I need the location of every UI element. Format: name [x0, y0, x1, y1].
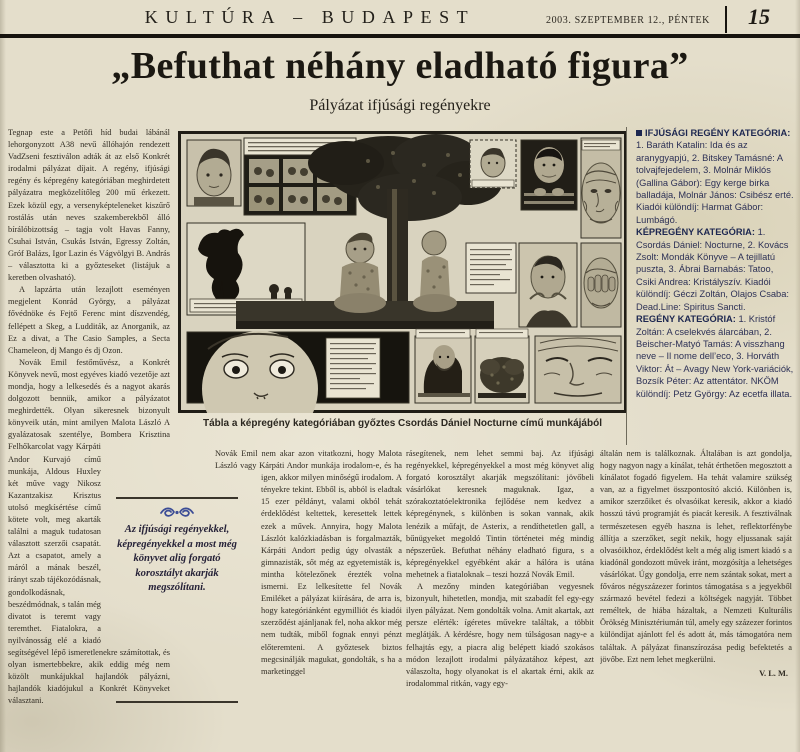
- paragraph-text: Tegnap este a Petőfi híd budai lábánál lehorgonyzott A38 nevű állóhajón rendezett VadZseni fesztiválon adták át az első Konkrét irodalmi pályázat díjait. A regény, ifjúsági regény és képregény kategóriában meghirdetett pályázatra megközelítőleg 200 mű érkezett. Ezek közül egy, a versenyképteleneket kiszűrő rostálás után neves szakemberekből álló bírálóbizottság – tagja volt Havas Fanny, Csuhai István, Csukás István, Egressy Zoltán, Gróf Balázs, Igor Lazin és Vágvölgyi B. András – választotta ki a győzteseket (listájuk a keretben olvasható).: [8, 128, 170, 283]
- paragraph: [406, 581, 594, 690]
- paragraph-text: A lapzárta után lezajlott eseményen megjelent Konrád György, a pályázat fővédnöke és Fejtő Ferenc mint díszvendég, fellépett a Skeg, a Ludditák, az Anorganik, az Ez a divat, a The Casio Samples, a Secta Chameleon, dj Mango és dj Ozon.: [8, 285, 170, 355]
- pullquote-text: Az ifjúsági regényekkel, képregényekkel a most még könyvet alig forgató korosztályt akarják megszólítani.: [117, 524, 237, 594]
- speech-box: [466, 243, 516, 293]
- paragraph-text: Novák Emil festőművész, a Konkrét Könyvek nevű, most egyéves kiadó vezetője azt mondja, hogy a lelkesedés és a nagyot akarás dolgozott bennük, amikor a pályázatot meghirdették. Olyan sikeresnek bizonyult könyveik után, mint amilyen Malota László A gyalázatosak szentélye, Bombera Krisztina Felhőkarcolat: [8, 357, 170, 452]
- sidebar-section-body: 1. Baráth Katalin: Ida és az aranygyapjú, 2. Bitskey Tamásné: A tolvajfejedelem, 3. Molnár Miklós (Gallina Gábor): Egy kerge birka balladája, Molnár János: Csibész erté. Kiadói különdíj: Harmat Gábor: Lumbágó.: [636, 140, 794, 225]
- byline: V. L. M.: [759, 668, 788, 678]
- panel-oldface-large: [581, 138, 621, 238]
- paragraph-text: A tényekre tekint. Ebből is, abból is eladtak 15 ezer példányt, valami okból tehát érdeklődést keltettek, keresettek lettek ezek a művek. Annyira, hogy Malota Lászlót kalózkiadásban is forgalmazták, Kárpáti Andort pedig úgy olvasták a gimnazisták, sőt még az egyetemisták is, mintha kötelezőnek érezték volna ismerni. Ez lelkesítette fel Novák Emiléket a pályázat kiírására, de arra is, hogy kategóriánként egymilliót és kiadói szerződést ajánljanak fel, noha akkor még nem tudták, miből fognak ennyi pénzt előteremteni. A győztesek biztos megcsinálják magukat, gondolták, s ha a marketinggel: [261, 473, 402, 676]
- paragraph: [8, 284, 170, 357]
- figure-caption: Tábla a képregény kategóriában győztes Csordás Dániel Nocturne című munkájából: [202, 418, 602, 429]
- sidebar-section-comic: [636, 226, 794, 313]
- grass-shadow: [236, 321, 494, 329]
- page-number: 15: [748, 4, 770, 29]
- winners-sidebar: [626, 127, 794, 445]
- panel-oldman-rail: [521, 140, 577, 210]
- scroll-flourish-icon: [157, 506, 197, 519]
- square-bullet-icon: [636, 130, 642, 136]
- comic-artwork: [178, 131, 627, 413]
- paragraph-text: Novák Emil nem akar azon vitatkozni, hogy Malota László vagy Kárpáti Andor munkája irodalom-e, és ha igen, akkor milyen minőségű irodalom.: [215, 449, 402, 483]
- article-column-4: [600, 448, 792, 750]
- paragraph: [600, 448, 792, 666]
- paragraph-text: általán nem is találkoznak. Általában is azt gondolja, hogy nagyon nagy a kínálat, tehát érthetően megosztott a kínálatot fogadó figyelem. Ha tehát valamire szükség van, az a figyelmet összpontosító akció. Különben is, amikor szerzőiket és olvasóikat keresik, akkor a kiadó hosszú távú programját és piacát keresik. A fesztiválnak természetesen egyéb haszna is lehet, reflektorfénybe állítja a szerzőket, segít nekik, hogy eljussanak saját olvasóikhoz, érdeklődést kelt a még alig ismert kiadó s a kiadónál gondozott művek iránt, mozgósítja a lehetséges vásárlókat. Úgy gondolja, erre nem szántak sokat, mert a főváros négyszázezer forintos támogatása s a jegyekből származó bevétel fedezi a költségek nagyját. Többet reméltek, de hiába házaltak, a Nemzeti Kulturális Örökség Minisztériumán túl, amely egy százezer forintos különdíjat ajánlott fel és adott át, más támogatóra nem találtak. A pályázat finanszírozása pedig befektetés a jövőbe. Ezt nem lehet megkerülni.: [600, 449, 792, 664]
- sidebar-section-title: IFJÚSÁGI REGÉNY KATEGÓRIA:: [645, 128, 791, 138]
- article-column-3: [406, 448, 594, 750]
- paragraph-text: rásegítenek, nem lehet semmi baj. Az ifjúsági regényekkel, képregényekkel a most még könyvet alig forgató korosztályt akarják megszólítani: jövőbeli vásárlókat keresnek maguknak. Igaz, a szórakoztatóelektronika fejlődése nem kedvez a képregénynek, s különben is sokan vannak, akik lenézik a műfajt, de Asterix, a rendíthetetlen gall, a bűnügyeket megoldó Tintin történetei még mindig népszerűek. Befuthat néhány eladható figura, s a képregényekkel egyébként akár a hálóra is utána mehetnek a fiataloknak – teszi hozzá Novák Emil.: [406, 449, 594, 579]
- paragraph: [8, 127, 170, 284]
- sidebar-section-title: KÉPREGÉNY KATEGÓRIA:: [636, 227, 755, 238]
- panel-face-hands: [581, 243, 621, 327]
- panel-baby-face: [187, 331, 409, 413]
- paragraph: [215, 448, 402, 678]
- panel-wrinkled-face: [535, 336, 621, 403]
- sidebar-section-body: 1. Kristóf Zoltán: A cselekvés álarcában, 2. Beischer-Matyó Tamás: A visszhang neve – Il nome dell’eco, 3. Horváth Viktor: Át – Avagy New York-variációk, Bozsík Péter: Az attentátor. NKÖM különdíj: Petz György: Az ecetfa illata.: [636, 314, 794, 399]
- sidebar-section-body: 1. Csordás Dániel: Nocturne, 2. Kovács Zsolt: Mondák Könyve – A tejillatú puszta, 3. Ábrai Barnabás: Tatoo, Csiki Andrea: Kristályszív. Kiadói különdíj: Géczi Zoltán, Olajos Csaba: Dead.Line: Spiritus Sancti.: [636, 227, 789, 312]
- article-subheadline: Pályázat ifjúsági regényekre: [309, 97, 491, 114]
- sidebar-section-youth-novel: [636, 127, 794, 226]
- panel-hunched-figure: [415, 329, 471, 403]
- masthead-date: 2003. SZEPTEMBER 12., PÉNTEK: [545, 15, 710, 26]
- paragraph-text: A mezőny minden kategóriában vegyesnek bizonyult, hihetetlen, mondja, mit szabadít fel egy-egy ilyen pályázat. Nem gondolták volna. Amit akartak, azt persze elérték: ígéretes művekre találtak, a többit meglátják. A kérdésre, hogy nem túlságosan nagy-e a felhajtás egy, a piacra alig belépett kiadó szokásos módon lezajlott irodalmi pályázatához képest, azt válaszolta, hogy olyanokat is el akartak érni, akik az irodalommal ritkán, vagy egy-: [406, 582, 594, 688]
- panel-face-topleft: [187, 140, 241, 206]
- panel-oldman-clutch: [519, 243, 577, 327]
- sidebar-section-novel: [636, 313, 794, 400]
- article-headline: „Befuthat néhány eladható figura”: [111, 45, 689, 87]
- masthead-section-title: KULTÚRA – BUDAPEST: [144, 7, 476, 27]
- masthead-divider: [725, 6, 727, 33]
- panel-face-small: [470, 140, 516, 188]
- pullquote-wrap-spacer: [215, 475, 255, 673]
- paragraph-text: vagy Kárpáti Andor Kurvajó című munkája, Aldous Huxley két műve vagy Nikosz Kazantzakisz Krisztus utolsó megkísértése című kötete volt, meg akarták találni a maguk tudatosan választott szerzői csapatát. Azt a csapatot, amely a máról a mának beszél, irányt szab tájékozódásnak, gondolkodásnak, beszédmódnak, s talán még divatot is teremt vagy teremthet. Fiatalokra, a nyilvánosság elé a kiadó segítségével lépő ismeretlenekre számítottak, és olyan ismertebbekre, akik eddig még nem közölt munkájukkal hajlandók pályázni, hajlandók kiadójukul a Konkrét Könyveket választani.: [8, 442, 170, 706]
- article-column-2: [215, 448, 402, 750]
- sidebar-section-title: REGÉNY KATEGÓRIA:: [636, 314, 736, 325]
- paragraph: [406, 448, 594, 581]
- panel-bush: [475, 329, 529, 403]
- masthead-rule: [0, 34, 800, 38]
